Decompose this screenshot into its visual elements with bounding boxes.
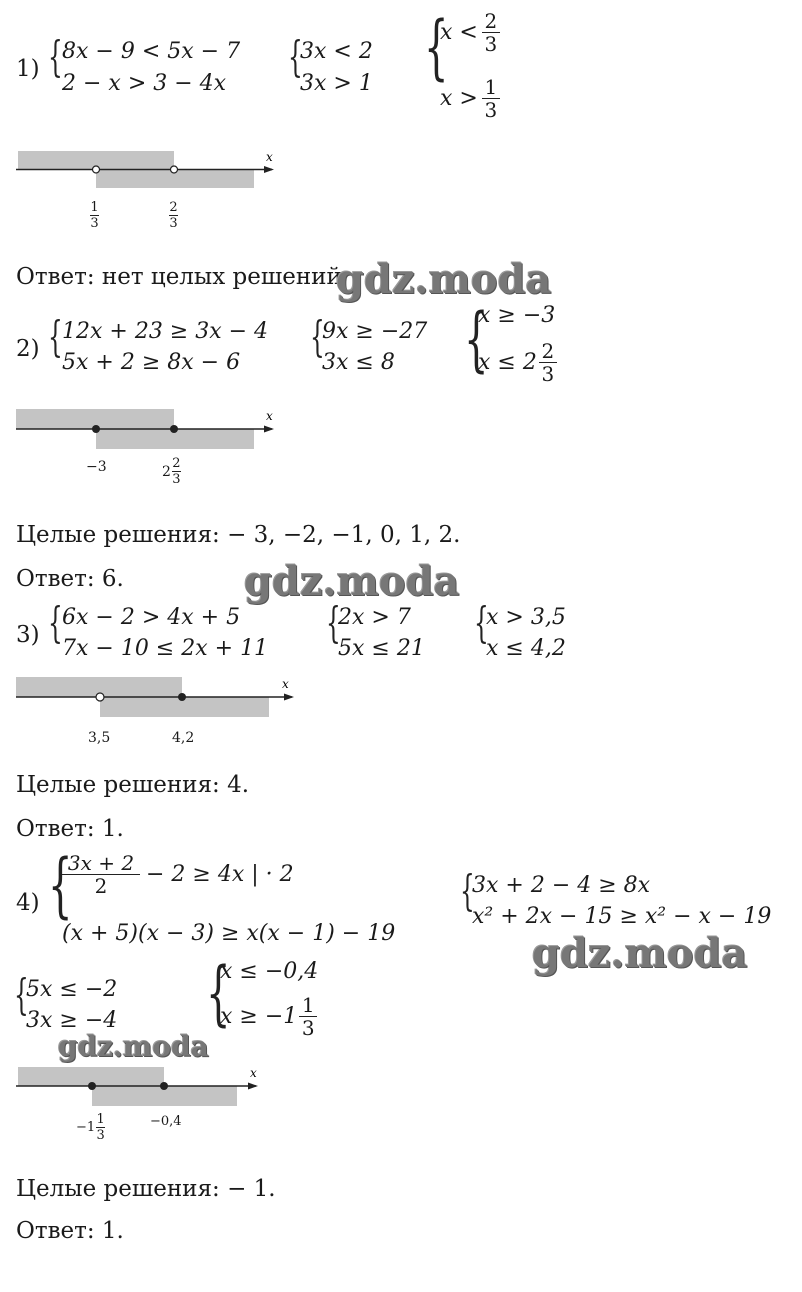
axis-label: x [282, 677, 289, 691]
system-line: 3x ≥ −4 [26, 1008, 118, 1033]
system-line: (x + 5)(x − 3) ≥ x(x − 1) − 19 [62, 921, 396, 946]
system-line: x ≤ −0,4 [220, 959, 319, 984]
answer: Ответ: нет целых решений [16, 264, 342, 290]
system-line: 9x ≥ −27 [322, 319, 428, 344]
integer-solutions: Целые решения: 4. [16, 772, 250, 798]
watermark: gdz.moda [244, 558, 460, 605]
integer-solutions: Целые решения: − 1. [16, 1176, 276, 1202]
system-line: x² + 2x − 15 ≥ x² − x − 19 [472, 904, 772, 929]
system-brace: { [48, 312, 63, 361]
system-line: 5x ≤ −2 [26, 977, 118, 1002]
axis-arrow [264, 426, 274, 433]
answer: Ответ: 6. [16, 566, 124, 592]
watermark: gdz.moda [336, 256, 552, 303]
number-line [14, 148, 284, 198]
number-line [14, 406, 284, 452]
tick-label: 1 3 [90, 200, 99, 231]
answer: Ответ: 1. [16, 1218, 124, 1244]
system-line: 5x + 2 ≥ 8x − 6 [62, 350, 241, 375]
tick-label: 4,2 [172, 730, 195, 746]
system-line: 6x − 2 > 4x + 5 [62, 605, 241, 630]
axis-arrow [264, 166, 274, 173]
axis-arrow [248, 1083, 258, 1090]
system-brace: { [48, 598, 63, 647]
system-brace: { [460, 866, 475, 915]
axis-label: x [250, 1066, 257, 1080]
answer: Ответ: 1. [16, 816, 124, 842]
integer-solutions: Целые решения: − 3, −2, −1, 0, 1, 2. [16, 522, 461, 548]
number-line [14, 674, 304, 720]
tick-label: 2 3 [169, 200, 178, 231]
closed-point [178, 693, 186, 701]
system-brace: { [474, 598, 489, 647]
system-line: x < $\frac{2}{3}$ [440, 10, 500, 55]
system-brace: { [424, 6, 449, 88]
system-line: 2 − x > 3 − 4x [62, 71, 227, 96]
system-line: 12x + 23 ≥ 3x − 4 [62, 319, 269, 344]
problem-number: 3) [16, 622, 40, 648]
tick-label: 3,5 [88, 730, 111, 746]
system-brace: { [48, 844, 73, 926]
system-line: 7x − 10 ≤ 2x + 11 [62, 636, 269, 661]
system-brace: { [288, 32, 303, 81]
open-point [93, 166, 100, 173]
system-line: 2x > 7 [338, 605, 411, 630]
tick-label: −1 1 3 [76, 1112, 105, 1143]
system-line: 8x − 9 < 5x − 7 [62, 39, 241, 64]
tick-label: −3 [86, 459, 107, 475]
system-line: 5x ≤ 21 [338, 636, 425, 661]
watermark: gdz.moda [58, 1030, 209, 1063]
closed-point [170, 425, 178, 433]
watermark: gdz.moda [532, 930, 748, 977]
axis-arrow [284, 694, 294, 701]
system-brace: { [14, 970, 29, 1019]
tick-label: −0,4 [150, 1114, 182, 1129]
system-line: 3x > 1 [300, 71, 373, 96]
system-brace: { [464, 298, 489, 380]
axis-label: x [266, 409, 273, 423]
system-line: x ≥ −1 $\frac{1}{3}$ [220, 994, 317, 1039]
closed-point [88, 1082, 96, 1090]
tick-label: 2 2 3 [162, 456, 181, 487]
open-point [96, 693, 104, 701]
system-line: x ≤ 4,2 [486, 636, 566, 661]
axis-label: x [266, 150, 273, 164]
system-line: 3x < 2 [300, 39, 373, 64]
system-brace: { [326, 598, 341, 647]
problem-number: 4) [16, 890, 40, 916]
system-line: 3x + 2 − 4 ≥ 8x [472, 873, 651, 898]
system-brace: { [48, 32, 63, 81]
system-brace: { [310, 312, 325, 361]
system-line: x ≥ −3 [478, 303, 556, 328]
system-line: x ≤ 2 $\frac{2}{3}$ [478, 340, 557, 385]
system-line: 3x ≤ 8 [322, 350, 395, 375]
open-point [171, 166, 178, 173]
problem-number: 2) [16, 336, 40, 362]
closed-point [92, 425, 100, 433]
system-line: x > $\frac{1}{3}$ [440, 76, 500, 121]
system-line: x > 3,5 [486, 605, 566, 630]
closed-point [160, 1082, 168, 1090]
system-line: $\frac{3x + 2}{2}$ − 2 ≥ 4x | · 2 [62, 852, 294, 897]
problem-number: 1) [16, 56, 40, 82]
number-line [14, 1064, 264, 1108]
system-brace: { [206, 952, 231, 1034]
